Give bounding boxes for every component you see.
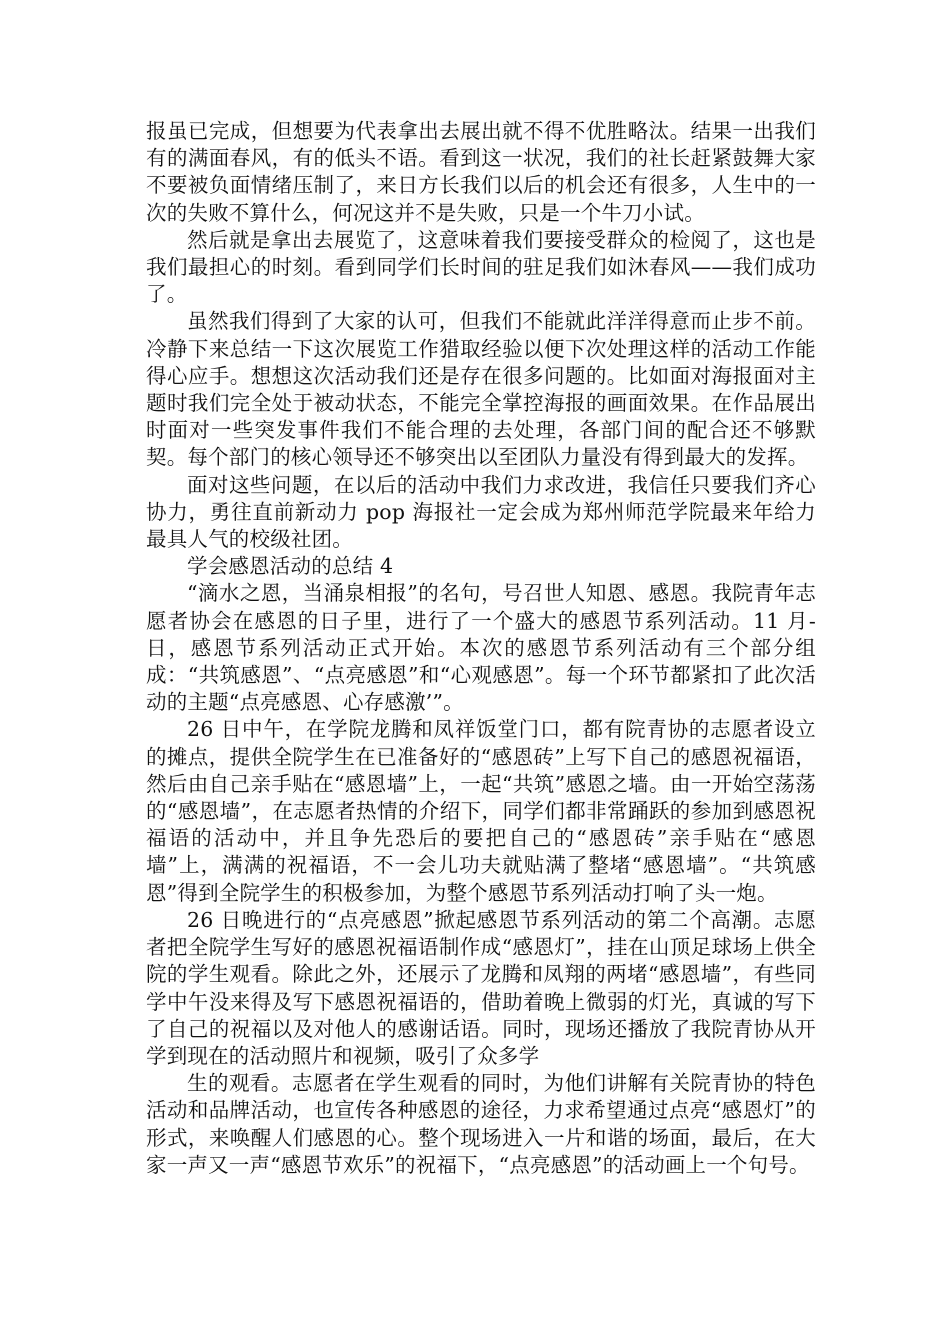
section-heading: 学会感恩活动的总结 4: [187, 554, 394, 579]
paragraph: 26 日晚进行的“点亮感恩”掀起感恩节系列活动的第二个高潮。志愿者把全院学生写好的感恩祝福语制作成“感恩灯”，挂在山顶足球场上供全院的学生观看。除此之外，还展示了龙腾和凤翔的两堵“感恩墙”，有些同学中午没来得及写下感恩祝福语的，借助着晚上微弱的灯光，真诚的写下了自己的祝福以及对他人的感谢话语。同时，现场还播放了我院青协从开学到现在的活动照片和视频，吸引了众多学: [146, 907, 816, 1068]
paragraph: 然后就是拿出去展览了，这意味着我们要接受群众的检阅了，这也是我们最担心的时刻。看到同学们长时间的驻足我们如沐春风——我们成功了。: [146, 227, 816, 307]
paragraph: 面对这些问题，在以后的活动中我们力求改进，我信任只要我们齐心协力，勇往直前新动力 pop 海报社一定会成为郑州师范学院最来年给力最具人气的校级社团。: [146, 472, 816, 552]
paragraph: 报虽已完成，但想要为代表拿出去展出就不得不优胜略汰。结果一出我们有的满面春风，有的低头不语。看到这一状况，我们的社长赶紧鼓舞大家不要被负面情绪压制了，来日方长我们以后的机会还有很多，人生中的一次的失败不算什么，何况这并不是失败，只是一个牛刀小试。: [146, 119, 816, 225]
document-body: [146, 118, 816, 1179]
paragraph: 生的观看。志愿者在学生观看的同时，为他们讲解有关院青协的特色活动和品牌活动，也宣传各种感恩的途径，力求希望通过点亮“感恩灯”的形式，来唤醒人们感恩的心。整个现场进入一片和谐的场面，最后，在大家一声又一声“感恩节欢乐”的祝福下，“点亮感恩”的活动画上一个句号。: [146, 1071, 816, 1177]
paragraph: 虽然我们得到了大家的认可，但我们不能就此洋洋得意而止步不前。冷静下来总结一下这次展览工作猎取经验以便下次处理这样的活动工作能得心应手。想想这次活动我们还是存在很多问题的。比如面对海报面对主题时我们完全处于被动状态，不能完全掌控海报的画面效果。在作品展出时面对一些突发事件我们不能合理的去处理，各部门间的配合还不够默契。每个部门的核心领导还不够突出以至团队力量没有得到最大的发挥。: [146, 309, 816, 470]
paragraph: 26 日中午，在学院龙腾和凤祥饭堂门口，都有院青协的志愿者设立的摊点，提供全院学生在已准备好的“感恩砖”上写下自己的感恩祝福语，然后由自己亲手贴在“感恩墙”上，一起“共筑”感恩之墙。由一开始空荡荡的“感恩墙”，在志愿者热情的介绍下，同学们都非常踊跃的参加到感恩祝福语的活动中，并且争先恐后的要把自己的“感恩砖”亲手贴在“感恩墙”上，满满的祝福语，不一会儿功夫就贴满了整堵“感恩墙”。“共筑感恩”得到全院学生的积极参加，为整个感恩节系列活动打响了头一炮。: [146, 717, 816, 905]
paragraph: “滴水之恩，当涌泉相报”的名句，号召世人知恩、感恩。我院青年志愿者协会在感恩的日子里，进行了一个盛大的感恩节系列活动。11 月-日，感恩节系列活动正式开始。本次的感恩节系列活动有三个部分组成：“共筑感恩”、“点亮感恩”和“心观感恩”。每一个环节都紧扣了此次活动的主题“点亮感恩、心存感激’”。: [146, 581, 816, 715]
